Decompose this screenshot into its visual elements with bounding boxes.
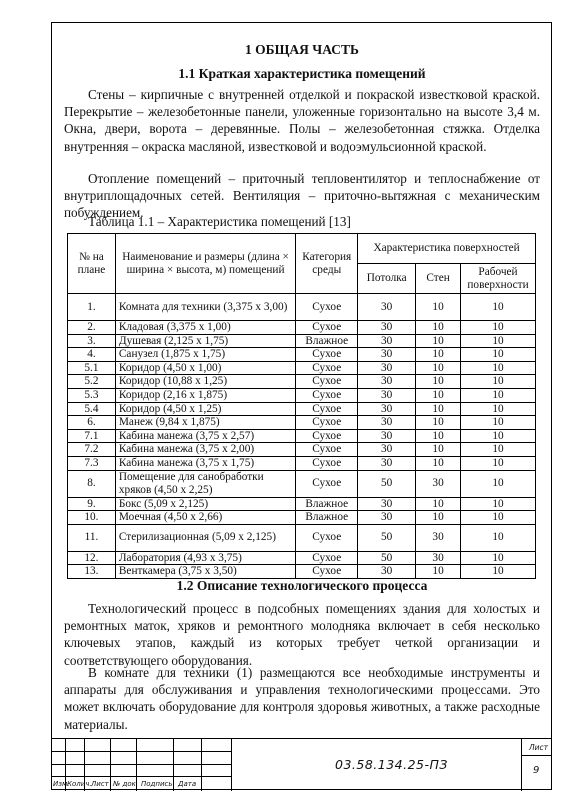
cell-category: Влажное	[296, 497, 358, 511]
stamp-label-doc-number: № док.	[113, 780, 139, 788]
paragraph-heating: Отопление помещений – приточный тепловентилятор и теплоснабжение от внутриплощадочных сетей. Вентиляция – приточно-вытяжная с механическим побуждением.	[64, 171, 540, 221]
cell-num: 10.	[68, 511, 116, 525]
cell-work-surface: 10	[461, 294, 536, 321]
cell-work-surface: 10	[461, 551, 536, 565]
cell-walls: 10	[416, 321, 461, 335]
cell-category: Сухое	[296, 551, 358, 565]
cell-walls: 10	[416, 388, 461, 402]
cell-walls: 10	[416, 402, 461, 416]
cell-num: 1.	[68, 294, 116, 321]
table-row	[68, 511, 536, 525]
cell-work-surface: 10	[461, 456, 536, 470]
cell-ceiling: 30	[358, 429, 416, 443]
cell-category: Влажное	[296, 334, 358, 348]
cell-num: 3.	[68, 334, 116, 348]
cell-name: Коридор (10,88 х 1,25)	[115, 375, 295, 389]
cell-work-surface: 10	[461, 416, 536, 430]
cell-category: Сухое	[296, 348, 358, 362]
cell-work-surface: 10	[461, 402, 536, 416]
stamp-label-date: Дата	[178, 780, 197, 788]
header-num: № на плане	[68, 234, 116, 294]
cell-num: 9.	[68, 497, 116, 511]
paragraph-walls: Стены – кирпичные с внутренней отделкой и покраской известковой краской. Перекрытие – железобетонные панели, уложенные горизонтально на высоте 3,4 м. Окна, двери, ворота – деревянные. Полы – железобетонная стяжка. Отделка внутренняя – окраска масляной, известковой и водоэмульсионной краской.	[64, 87, 540, 154]
stamp-label-signature: Подпись	[141, 780, 173, 788]
sheet-label: Лист	[529, 743, 549, 752]
cell-ceiling: 50	[358, 524, 416, 551]
table-row	[68, 456, 536, 470]
cell-category: Сухое	[296, 321, 358, 335]
table-row	[68, 470, 536, 497]
cell-ceiling: 50	[358, 551, 416, 565]
header-work-surface: Рабочей поверхности	[461, 264, 536, 294]
cell-ceiling: 30	[358, 511, 416, 525]
cell-name: Бокс (5,09 х 2,125)	[115, 497, 295, 511]
cell-ceiling: 30	[358, 402, 416, 416]
table-row	[68, 551, 536, 565]
cell-ceiling: 30	[358, 321, 416, 335]
cell-work-surface: 10	[461, 334, 536, 348]
table-caption: Таблица 1.1 – Характеристика помещений [13]	[88, 214, 351, 229]
sheet-number: 9	[533, 765, 540, 776]
cell-work-surface: 10	[461, 511, 536, 525]
cell-num: 7.2	[68, 443, 116, 457]
table-row	[68, 443, 536, 457]
cell-ceiling: 50	[358, 470, 416, 497]
cell-category: Сухое	[296, 565, 358, 579]
table-row	[68, 294, 536, 321]
cell-name: Кладовая (3,375 х 1,00)	[115, 321, 295, 335]
cell-num: 7.1	[68, 429, 116, 443]
cell-walls: 10	[416, 497, 461, 511]
cell-work-surface: 10	[461, 388, 536, 402]
table-row	[68, 402, 536, 416]
cell-category: Сухое	[296, 416, 358, 430]
table-row	[68, 565, 536, 579]
cell-walls: 10	[416, 443, 461, 457]
cell-category: Сухое	[296, 456, 358, 470]
cell-work-surface: 10	[461, 361, 536, 375]
table-row	[68, 416, 536, 430]
section-title: 1 ОБЩАЯ ЧАСТЬ	[245, 42, 359, 57]
cell-name: Лаборатория (4,93 х 3,75)	[115, 551, 295, 565]
cell-work-surface: 10	[461, 565, 536, 579]
cell-walls: 10	[416, 456, 461, 470]
table-row	[68, 429, 536, 443]
cell-category: Сухое	[296, 294, 358, 321]
cell-category: Сухое	[296, 443, 358, 457]
cell-walls: 10	[416, 416, 461, 430]
cell-walls: 30	[416, 470, 461, 497]
cell-num: 12.	[68, 551, 116, 565]
cell-num: 5.1	[68, 361, 116, 375]
cell-num: 7.3	[68, 456, 116, 470]
stamp-label-sheet: Лист	[91, 780, 109, 788]
cell-num: 5.3	[68, 388, 116, 402]
cell-num: 6.	[68, 416, 116, 430]
header-surfaces: Характеристика поверхностей	[358, 234, 536, 264]
table-row	[68, 375, 536, 389]
rooms-table	[67, 233, 536, 579]
cell-num: 5.2	[68, 375, 116, 389]
cell-num: 2.	[68, 321, 116, 335]
cell-category: Сухое	[296, 375, 358, 389]
cell-name: Стерилизационная (5,09 х 2,125)	[115, 524, 295, 551]
cell-walls: 30	[416, 524, 461, 551]
cell-name: Кабина манежа (3,75 х 2,00)	[115, 443, 295, 457]
table-row	[68, 348, 536, 362]
subsection-title-2: 1.2 Описание технологического процесса	[176, 578, 428, 593]
subsection-title-1: 1.1 Краткая характеристика помещений	[178, 66, 426, 81]
stamp-label-count: Колич.	[67, 780, 92, 788]
cell-ceiling: 30	[358, 348, 416, 362]
cell-num: 11.	[68, 524, 116, 551]
cell-category: Сухое	[296, 402, 358, 416]
cell-num: 13.	[68, 565, 116, 579]
cell-walls: 10	[416, 361, 461, 375]
cell-name: Душевая (2,125 х 1,75)	[115, 334, 295, 348]
cell-work-surface: 10	[461, 321, 536, 335]
header-name: Наименование и размеры (длина × ширина × высота, м) помещений	[115, 234, 295, 294]
cell-walls: 10	[416, 429, 461, 443]
cell-ceiling: 30	[358, 375, 416, 389]
cell-name: Комната для техники (3,375 х 3,00)	[115, 294, 295, 321]
document-number: 03.58.134.25-ПЗ	[335, 757, 448, 772]
cell-category: Сухое	[296, 361, 358, 375]
cell-name: Коридор (4,50 х 1,00)	[115, 361, 295, 375]
cell-work-surface: 10	[461, 375, 536, 389]
cell-category: Сухое	[296, 429, 358, 443]
cell-walls: 10	[416, 511, 461, 525]
cell-name: Санузел (1,875 х 1,75)	[115, 348, 295, 362]
cell-name: Моечная (4,50 х 2,66)	[115, 511, 295, 525]
cell-work-surface: 10	[461, 348, 536, 362]
cell-walls: 10	[416, 348, 461, 362]
cell-work-surface: 10	[461, 524, 536, 551]
title-block	[51, 738, 552, 790]
cell-category: Влажное	[296, 511, 358, 525]
cell-work-surface: 10	[461, 470, 536, 497]
cell-work-surface: 10	[461, 497, 536, 511]
cell-name: Манеж (9,84 х 1,875)	[115, 416, 295, 430]
cell-name: Кабина манежа (3,75 х 2,57)	[115, 429, 295, 443]
cell-num: 8.	[68, 470, 116, 497]
cell-ceiling: 30	[358, 334, 416, 348]
cell-ceiling: 30	[358, 388, 416, 402]
cell-walls: 10	[416, 334, 461, 348]
cell-category: Сухое	[296, 524, 358, 551]
table-row	[68, 388, 536, 402]
cell-work-surface: 10	[461, 443, 536, 457]
cell-work-surface: 10	[461, 429, 536, 443]
cell-walls: 10	[416, 565, 461, 579]
cell-name: Кабина манежа (3,75 х 1,75)	[115, 456, 295, 470]
cell-num: 5.4	[68, 402, 116, 416]
cell-walls: 10	[416, 294, 461, 321]
table-row	[68, 334, 536, 348]
cell-ceiling: 30	[358, 443, 416, 457]
cell-walls: 10	[416, 375, 461, 389]
cell-category: Сухое	[296, 388, 358, 402]
cell-category: Сухое	[296, 470, 358, 497]
cell-name: Венткамера (3,75 х 3,50)	[115, 565, 295, 579]
cell-ceiling: 30	[358, 416, 416, 430]
cell-num: 4.	[68, 348, 116, 362]
paragraph-tech-room: В комнате для техники (1) размещаются все необходимые инструменты и аппараты для обслуживания и управления технологическими процессами. Это может включать оборудование для контроля здоровья животных, а также расходные материалы.	[64, 665, 540, 732]
cell-walls: 30	[416, 551, 461, 565]
cell-name: Коридор (2,16 х 1,875)	[115, 388, 295, 402]
table-row	[68, 524, 536, 551]
stamp-label-change: Изм.	[53, 780, 70, 788]
cell-ceiling: 30	[358, 361, 416, 375]
paragraph-process: Технологический процесс в подсобных помещениях здания для холостых и ремонтных маток, хряков и ремонтного молодняка включает в себя несколько ключевых этапов, каждый из которых требует четкой организации и соответствующего оборудования.	[64, 601, 540, 668]
cell-name: Помещение для санобработки хряков (4,50 х 2,25)	[115, 470, 295, 497]
table-row	[68, 497, 536, 511]
header-category: Категория среды	[296, 234, 358, 294]
cell-ceiling: 30	[358, 294, 416, 321]
table-row	[68, 321, 536, 335]
header-walls: Стен	[416, 264, 461, 294]
table-row	[68, 361, 536, 375]
cell-ceiling: 30	[358, 497, 416, 511]
cell-ceiling: 30	[358, 456, 416, 470]
cell-ceiling: 30	[358, 565, 416, 579]
cell-name: Коридор (4,50 х 1,25)	[115, 402, 295, 416]
header-ceiling: Потолка	[358, 264, 416, 294]
